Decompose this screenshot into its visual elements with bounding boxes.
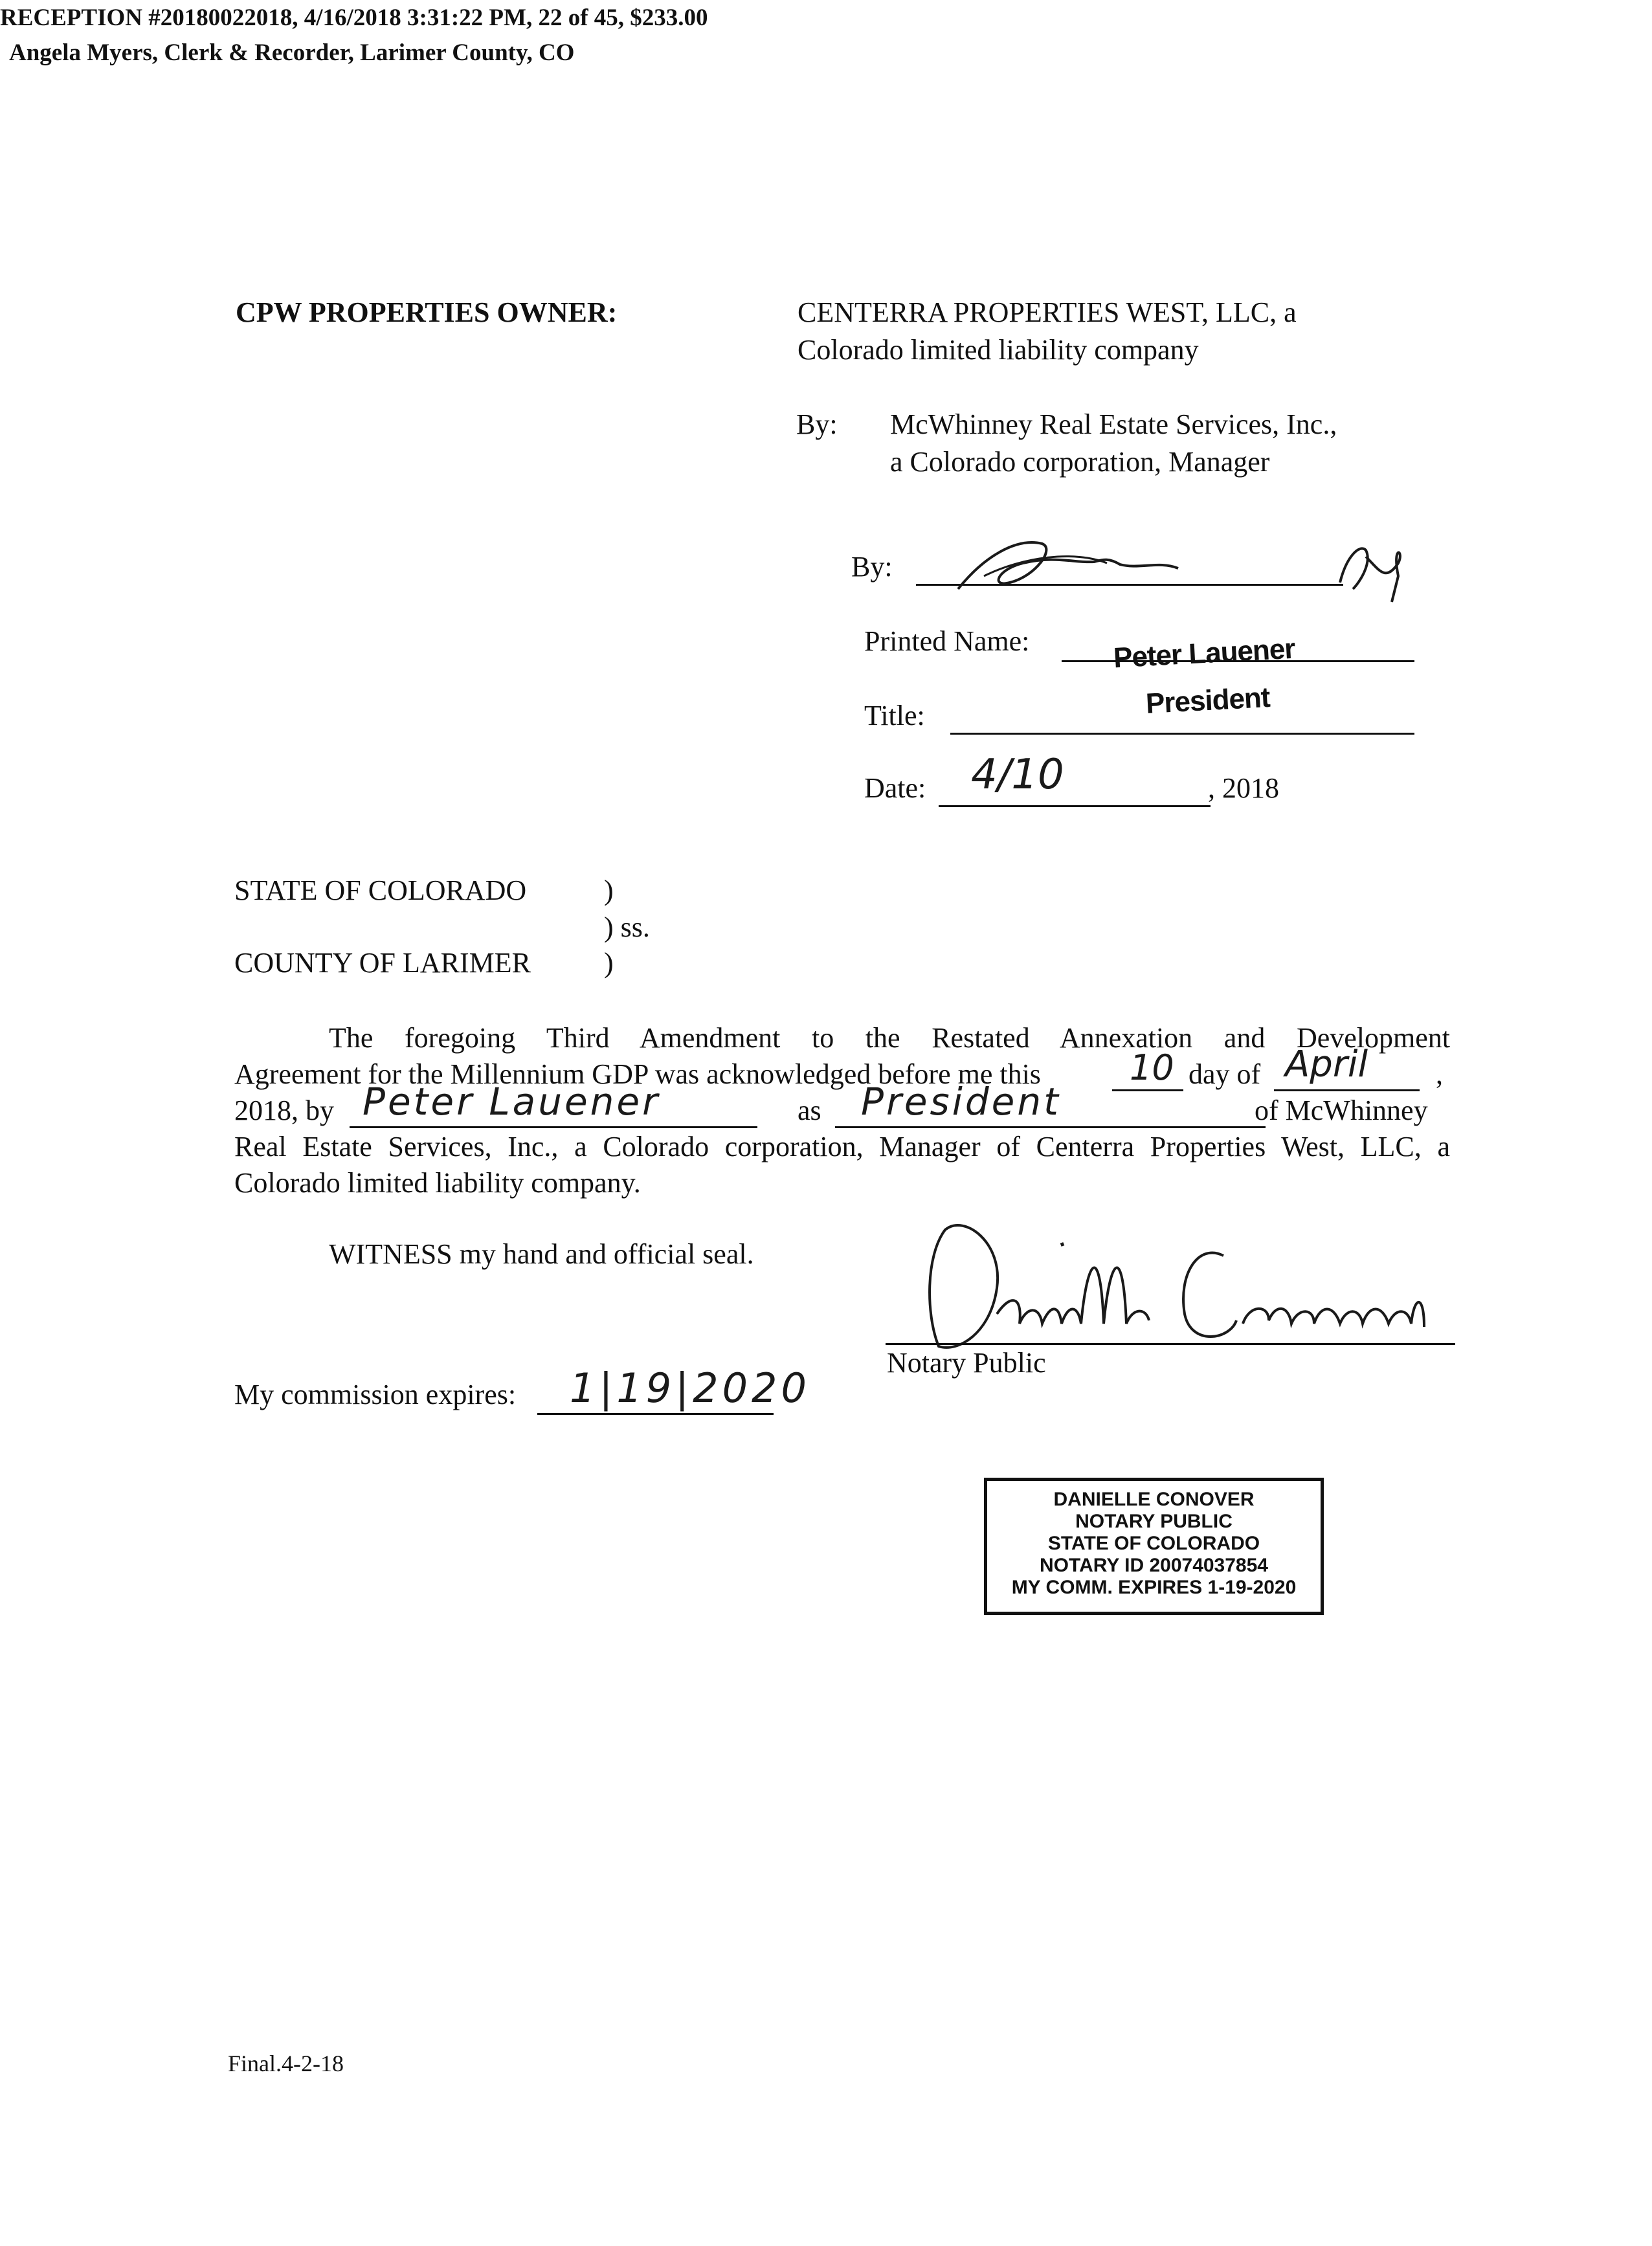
ack-line1 [329,1020,1450,1056]
commission-value: 1|19|2020 [570,1364,810,1412]
ack-line3-a: 2018, by [234,1095,334,1126]
signature-by-label: By: [851,551,893,583]
ack-month-line [1274,1089,1420,1091]
venue-paren-2: ) [604,947,614,979]
signer-signature [945,518,1437,608]
commission-line [537,1413,774,1415]
ack-line3-c: of McWhinney [1255,1095,1428,1126]
commission-label: My commission expires: [234,1379,517,1410]
ack-line2-b: day of [1189,1058,1261,1090]
printed-name-value: Peter Lauener [1112,632,1296,674]
venue-paren-1: ) [604,874,614,906]
notary-stamp [984,1478,1324,1615]
stamp-line4: NOTARY ID 20074037854 [1040,1555,1268,1576]
ack-title-value: President [861,1080,1061,1124]
ack-line3-b: as [798,1095,821,1126]
manager-line1: McWhinney Real Estate Services, Inc., [890,408,1337,440]
title-value: President [1144,682,1271,720]
title-label: Title: [864,700,925,731]
ack-line2-c: , [1436,1058,1443,1090]
stamp-line5: MY COMM. EXPIRES 1-19-2020 [1011,1577,1297,1598]
recording-header-line1: RECEPTION #20180022018, 4/16/2018 3:31:22 PM, 22 of 45, $233.00 [0,5,708,31]
entity-name-line1: CENTERRA PROPERTIES WEST, LLC, a [798,296,1297,328]
ack-line2-a: Agreement for the Millennium GDP was acknowledged before me this [234,1058,1041,1090]
manager-line2: a Colorado corporation, Manager [890,446,1270,478]
notary-public-label: Notary Public [887,1347,1046,1379]
entity-name-line2: Colorado limited liability company [798,334,1199,366]
ack-line4 [234,1129,1450,1165]
manager-by-label: By: [796,408,838,440]
ack-month-value: April [1285,1043,1368,1085]
owner-label: CPW PROPERTIES OWNER: [236,296,618,328]
recording-header-line2: Angela Myers, Clerk & Recorder, Larimer County, CO [9,39,575,66]
ack-line1-text: The foregoing Third Amendment to the Restated Annexation and Development [329,1022,1450,1054]
ack-line4-text: Real Estate Services, Inc., a Colorado corporation, Manager of Centerra Properties West, LLC, a [234,1131,1450,1162]
ack-title-line [835,1126,1266,1128]
date-line [939,805,1211,807]
stamp-line1: DANIELLE CONOVER [1053,1489,1255,1510]
ack-line5: Colorado limited liability company. [234,1167,641,1199]
stamp-line2: NOTARY PUBLIC [1075,1511,1233,1532]
ack-name-value: Peter Lauener [363,1080,660,1124]
stamp-line3: STATE OF COLORADO [1047,1533,1260,1554]
date-value: 4/10 [971,751,1064,799]
title-line [950,733,1414,735]
date-label: Date: [864,772,926,804]
venue-ss: ) ss. [604,911,650,943]
venue-county: COUNTY OF LARIMER [234,947,531,979]
ack-day-line [1112,1089,1183,1091]
date-year: , 2018 [1208,772,1279,804]
witness-text: WITNESS my hand and official seal. [329,1238,754,1270]
printed-name-label: Printed Name: [864,625,1030,657]
ack-name-line [350,1126,757,1128]
venue-state: STATE OF COLORADO [234,874,527,906]
footer-version: Final.4-2-18 [228,2051,344,2076]
ack-day-value: 10 [1130,1047,1174,1088]
